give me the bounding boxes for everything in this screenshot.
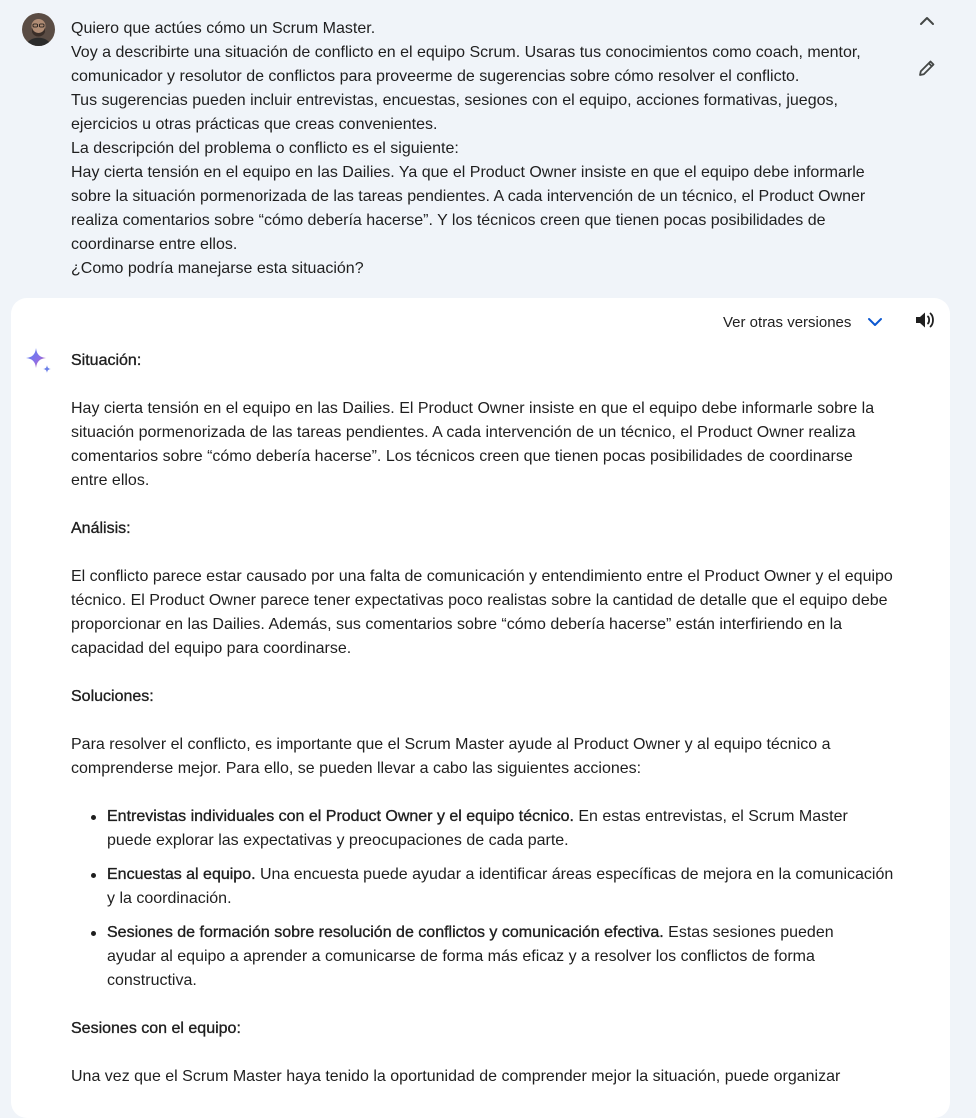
paragraph-line: técnico. El Product Owner parece tener expectativas poco realistas sobre la cantidad de detalle que el equipo debe (71, 592, 888, 609)
response-text (71, 349, 926, 1089)
user-message-line: Hay cierta tensión en el equipo en las Dailies. Ya que el Product Owner insiste en que el equipo debe informarle (71, 164, 865, 181)
user-message-line: La descripción del problema o conflicto es el siguiente: (71, 140, 459, 157)
paragraph-line: comentarios sobre “cómo debería hacerse”. Los técnicos creen que tienen pocas posibilidades de coordinarse (71, 448, 853, 465)
list-item-title: Sesiones de formación sobre resolución de conflictos y comunicación efectiva. (107, 924, 664, 941)
heading-analisis: Análisis: (71, 520, 131, 537)
paragraph-line: situación pormenorizada de las tareas pendientes. A cada intervención de un técnico, el Product Owner realiza (71, 424, 856, 441)
paragraph-line: El conflicto parece estar causado por una falta de comunicación y entendimiento entre el Product Owner y el equipo (71, 568, 893, 585)
list-item-text: ayudar al equipo a aprender a comunicarse de forma más eficaz y a resolver los conflictos de forma (107, 948, 815, 965)
paragraph-line: Una vez que el Scrum Master haya tenido la oportunidad de comprender mejor la situación, puede organizar (71, 1068, 841, 1085)
user-avatar[interactable] (22, 13, 55, 46)
list-item-text: Una encuesta puede ayudar a identificar áreas específicas de mejora en la comunicación (255, 866, 894, 883)
paragraph-line: comprenderse mejor. Para ello, se pueden llevar a cabo las siguientes acciones: (71, 760, 642, 777)
paragraph-situacion (71, 397, 926, 493)
paragraph-line: Hay cierta tensión en el equipo en las Dailies. El Product Owner insiste en que el equipo debe informarle sobre la (71, 400, 875, 417)
list-item-text: Estas sesiones pueden (663, 924, 834, 941)
list-item (71, 921, 926, 993)
list-item-text: constructiva. (107, 972, 197, 989)
paragraph-analisis (71, 565, 926, 661)
user-message-line: Tus sugerencias pueden incluir entrevistas, encuestas, sesiones con el equipo, acciones formativas, juegos, (71, 92, 838, 109)
pencil-icon (917, 58, 937, 83)
chevron-down-icon (867, 317, 883, 327)
paragraph-line: proporcionar en las Dailies. Además, sus comentarios sobre “cómo debería hacerse” están interfiriendo en la (71, 616, 843, 633)
other-versions-button[interactable] (723, 312, 883, 332)
speaker-icon (914, 310, 936, 335)
listen-button[interactable] (912, 309, 938, 335)
paragraph-line: entre ellos. (71, 472, 150, 489)
user-prompt-block (0, 0, 976, 296)
list-item-title: Entrevistas individuales con el Product Owner y el equipo técnico. (107, 808, 574, 825)
paragraph-soluciones (71, 733, 926, 781)
list-item (71, 863, 926, 911)
user-message-line: ¿Como podría manejarse esta situación? (71, 260, 364, 277)
paragraph-line: capacidad del equipo para coordinarse. (71, 640, 352, 657)
collapse-button[interactable] (913, 10, 941, 34)
user-message-line: ejercicios u otras prácticas que creas convenientes. (71, 116, 438, 133)
heading-soluciones: Soluciones: (71, 688, 154, 705)
sparkle-icon (24, 346, 54, 376)
user-message-line: Voy a describirte una situación de conflicto en el equipo Scrum. Usaras tus conocimientos como coach, mentor, (71, 44, 861, 61)
user-message-line: sobre la situación pormenorizada de las tareas pendientes. A cada intervención de un técnico, el Product Owner (71, 188, 866, 205)
solutions-list (71, 805, 926, 993)
heading-sesiones: Sesiones con el equipo: (71, 1020, 241, 1037)
paragraph-sesiones (71, 1065, 926, 1089)
user-message-line: Quiero que actúes cómo un Scrum Master. (71, 20, 376, 37)
list-item (71, 805, 926, 853)
list-item-text: y la coordinación. (107, 890, 232, 907)
user-message-line: comunicador y resolutor de conflictos para proveerme de sugerencias sobre cómo resolver el conflicto. (71, 68, 800, 85)
list-item-text: En estas entrevistas, el Scrum Master (573, 808, 848, 825)
user-message-text (71, 17, 911, 281)
user-message-line: realiza comentarios sobre “cómo debería hacerse”. Y los técnicos creen que tienen pocas posibilidades de (71, 212, 826, 229)
heading-situacion: Situación: (71, 352, 142, 369)
paragraph-line: Para resolver el conflicto, es importante que el Scrum Master ayude al Product Owner y al equipo técnico a (71, 736, 831, 753)
list-item-title: Encuestas al equipo. (107, 866, 256, 883)
edit-prompt-button[interactable] (913, 56, 941, 84)
chevron-up-icon (919, 13, 935, 31)
other-versions-label: Ver otras versiones (723, 313, 852, 331)
user-message-line: coordinarse entre ellos. (71, 236, 238, 253)
list-item-text: puede explorar las expectativas y preocupaciones de cada parte. (107, 832, 569, 849)
